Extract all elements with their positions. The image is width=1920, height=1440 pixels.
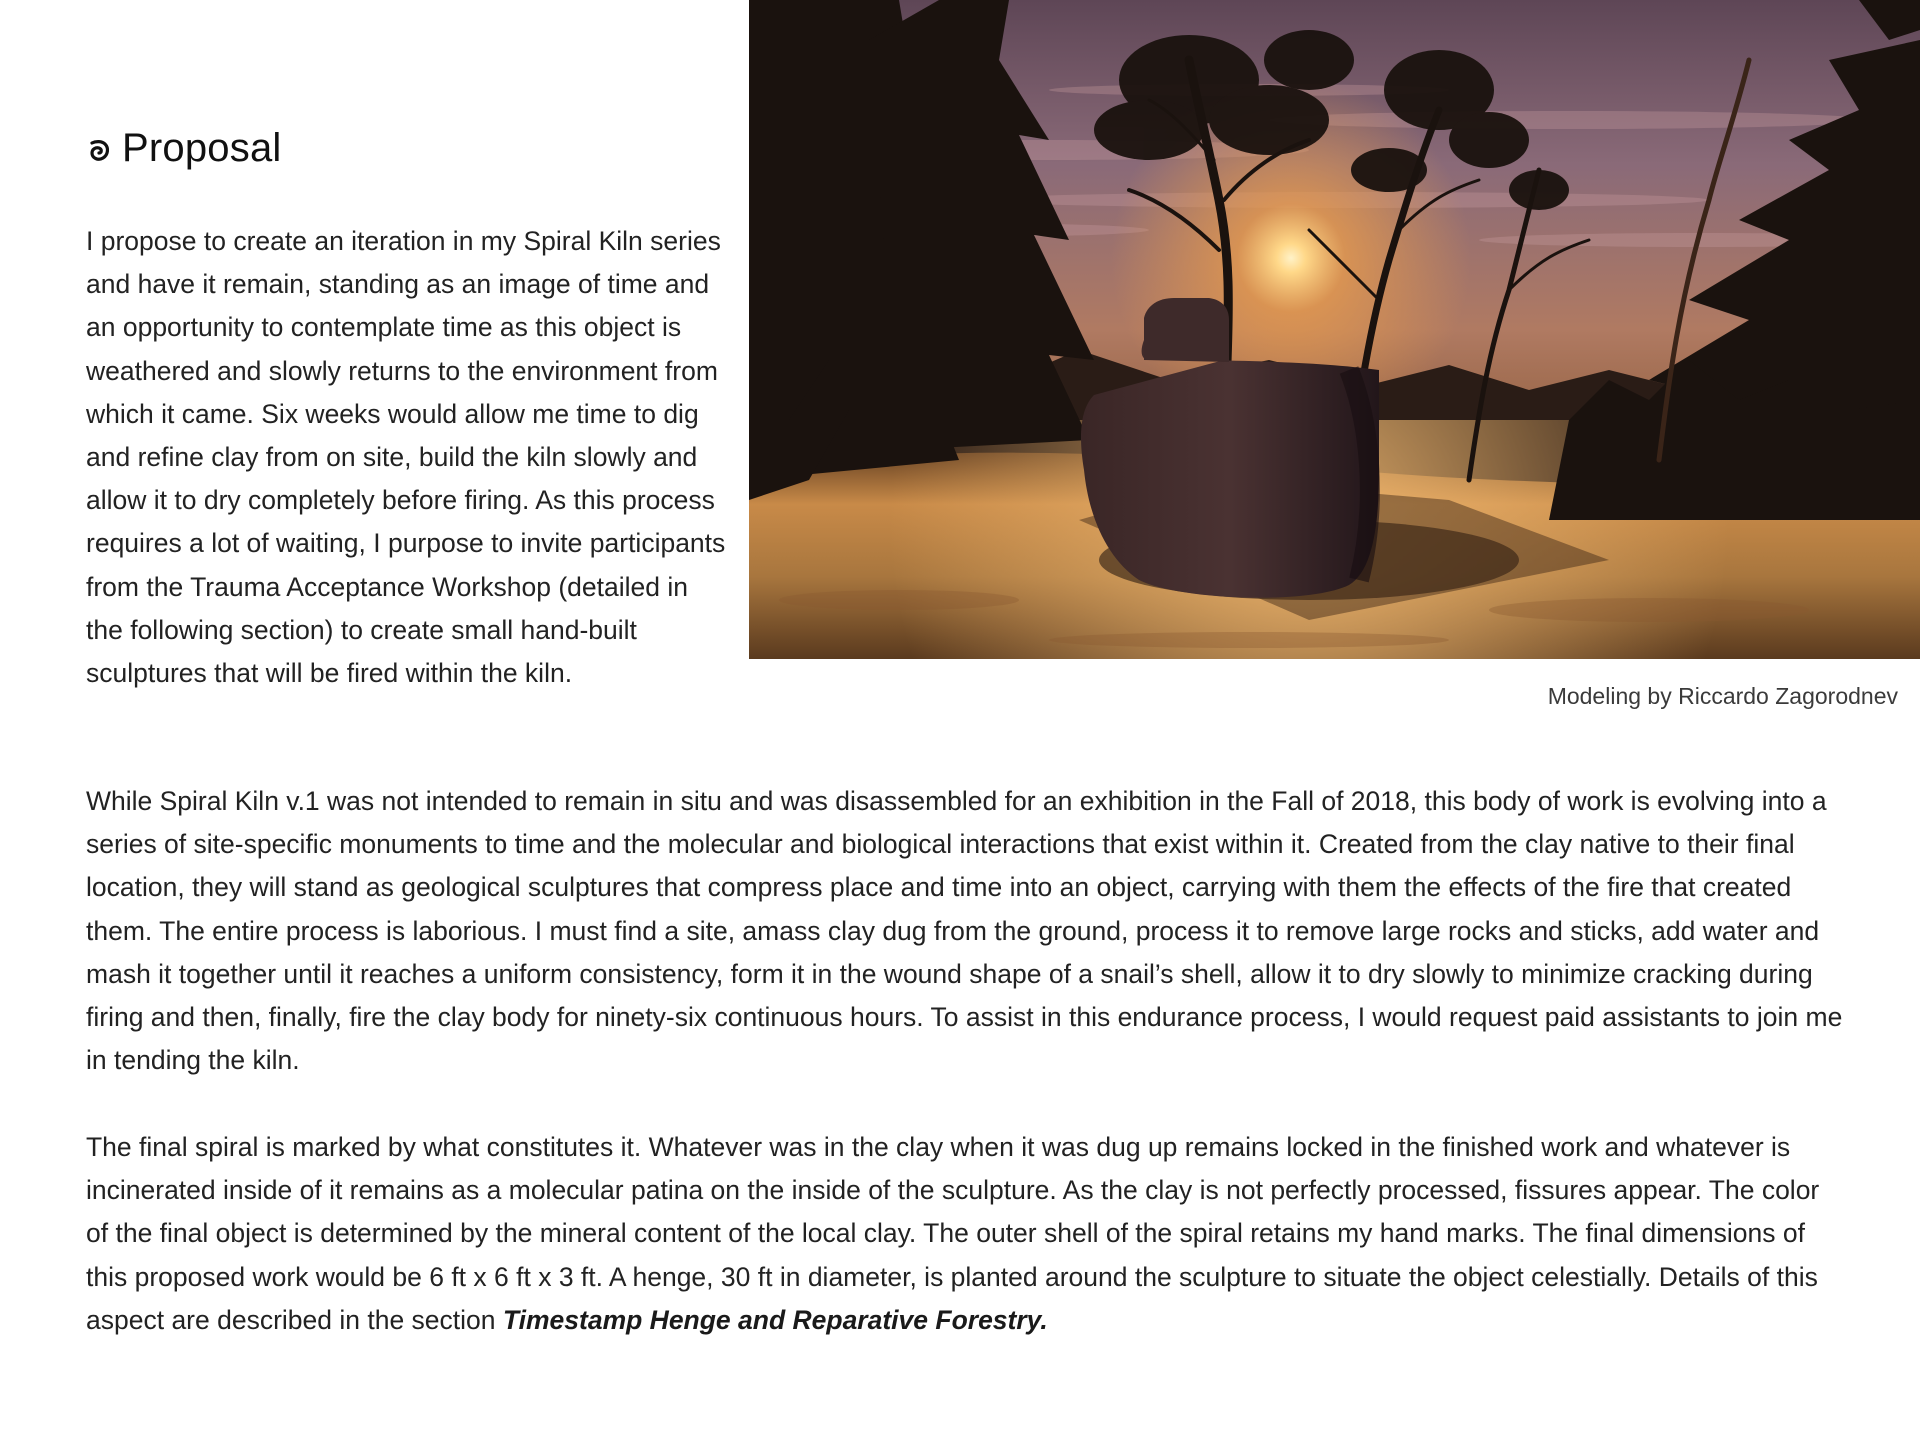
section-reference: Timestamp Henge and Reparative Forestry. xyxy=(502,1304,1048,1335)
paragraph-3-text: The final spiral is marked by what constitutes it. Whatever was in the clay when it was dug up remains locked in the finished work and whatever is incinerated inside of it remains as a molecular patina on the inside of the sculpture. As the clay is not perfectly processed, fissures appear. The color of the final object is determined by the mineral content of the local clay. The outer shell of the spiral retains my hand marks. The final dimensions of this proposed work would be 6 ft x 6 ft x 3 ft. A henge, 30 ft in diameter, is planted around the sculpture to situate the object celestially. Details of this aspect are described in the section xyxy=(86,1132,1820,1335)
spiral-icon xyxy=(86,138,112,164)
image-caption: Modeling by Riccardo Zagorodnev xyxy=(1547,683,1898,709)
kiln-rendering-image xyxy=(749,0,1920,659)
body-paragraph-2: While Spiral Kiln v.1 was not intended to remain in situ and was disassembled for an exhibition in the Fall of 2018, this body of work is evolving into a series of site-specific monuments to time and the molecular and biological interactions that exist within it. Created from the clay native to their final location, they will stand as geological sculptures that compress place and time into an object, carrying with them the effects of the fire that created them. The entire process is laborious. I must find a site, amass clay dug from the ground, process it to remove large rocks and sticks, add water and mash it together until it reaches a uniform consistency, form it in the wound shape of a snail’s shell, allow it to dry slowly to minimize cracking during firing and then, finally, fire the clay body for ninety-six continuous hours. To assist in this endurance process, I would request paid assistants to join me in tending the kiln. xyxy=(86,786,1843,1076)
section-heading xyxy=(86,126,281,171)
intro-paragraph: I propose to create an iteration in my Spiral Kiln series and have it remain, standing as an image of time and an opportunity to contemplate time as this object is weathered and slowly returns to the environment from which it came. Six weeks would allow me time to dig and refine clay from on site, build the kiln slowly and allow it to dry completely before firing. As this process requires a lot of waiting, I purpose to invite participants from the Trauma Acceptance Workshop (detailed in the following section) to create small hand-built sculptures that will be fired within the kiln. xyxy=(86,226,726,689)
section-title: Proposal xyxy=(122,126,282,170)
body-paragraph-3 xyxy=(86,1126,1846,1342)
